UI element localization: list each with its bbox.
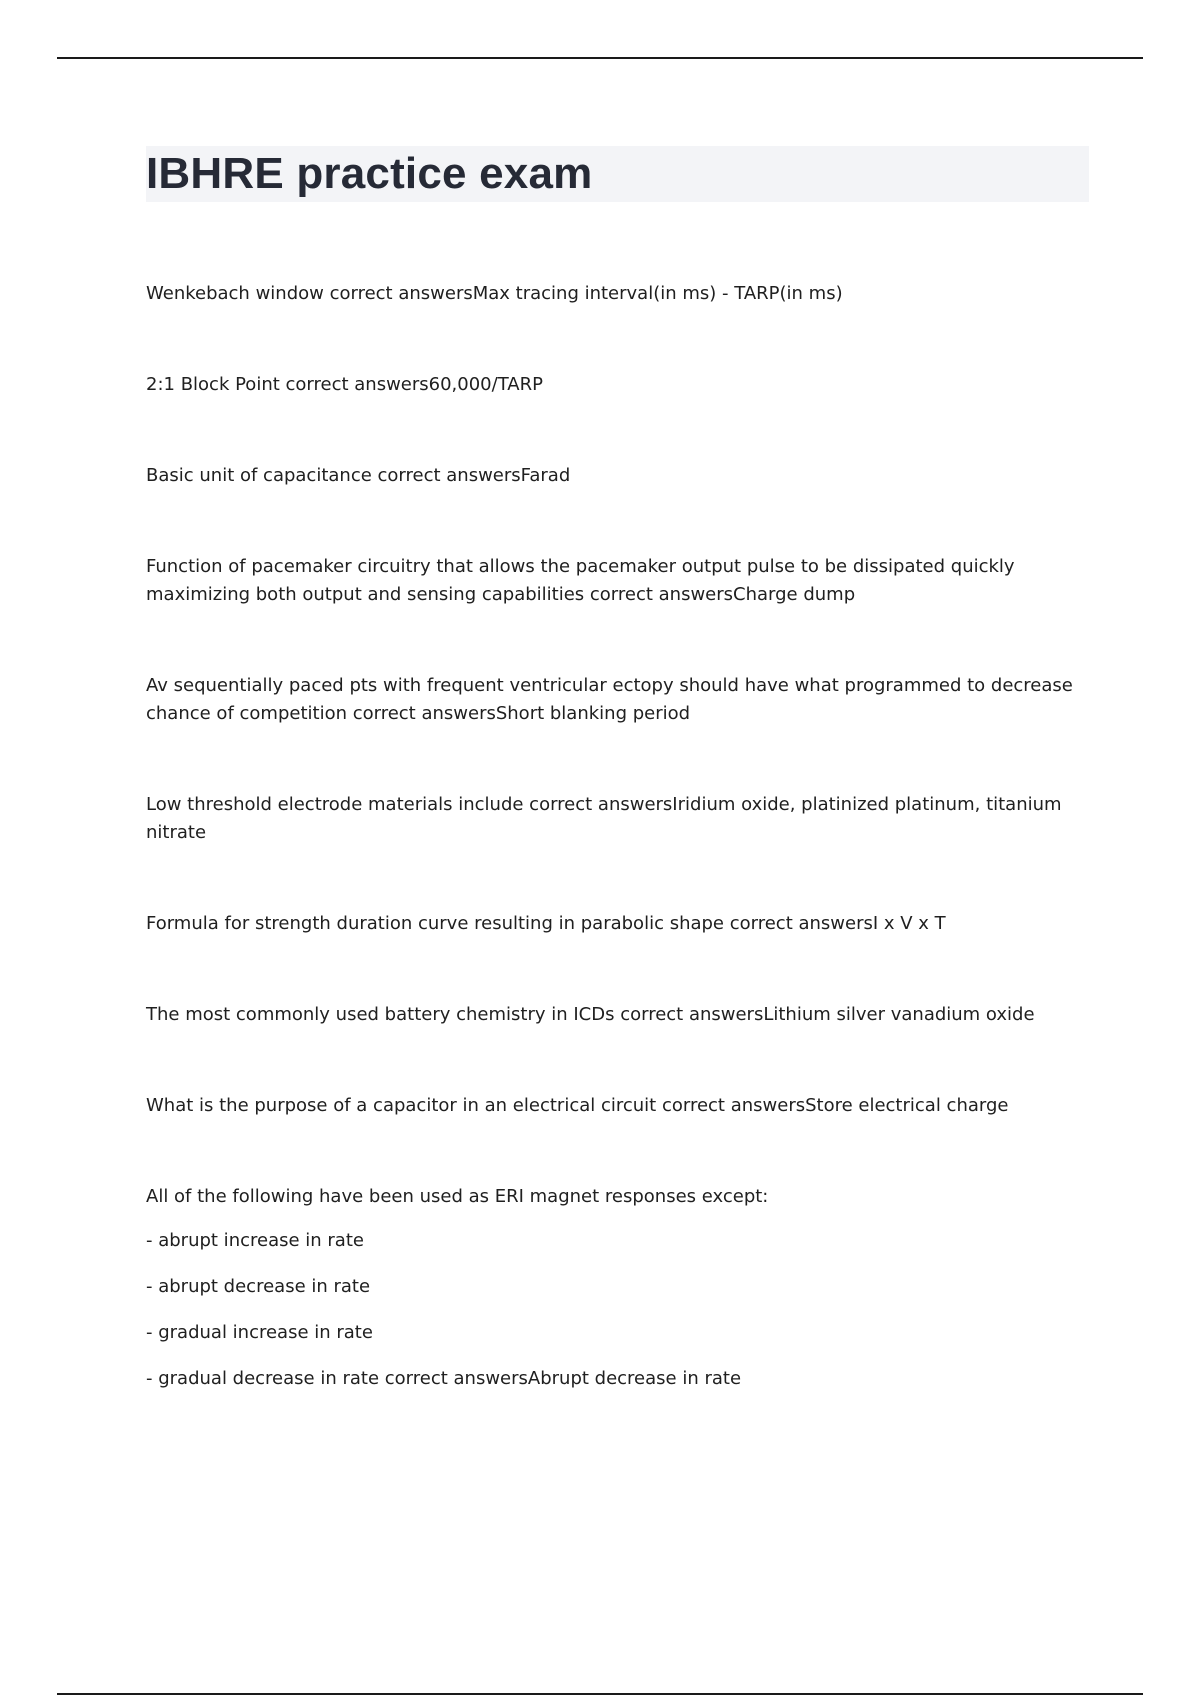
qa-entry-capacitance: Basic unit of capacitance correct answersFarad (146, 465, 571, 486)
qa-question: All of the following have been used as ERI magnet responses except: (146, 1186, 769, 1207)
document-body (146, 280, 1086, 1393)
qa-entry-wenkebach: Wenkebach window correct answersMax tracing interval(in ms) - TARP(in ms) (146, 283, 843, 304)
qa-entry-electrode-materials: Low threshold electrode materials include correct answersIridium oxide, platinized platinum, titanium nitrate (146, 794, 1062, 843)
qa-entry-blanking-period: Av sequentially paced pts with frequent ventricular ectopy should have what programmed to decrease chance of competition correct answersShort blanking period (146, 675, 1073, 724)
bottom-rule (57, 1693, 1143, 1695)
qa-option: - gradual increase in rate (146, 1322, 373, 1343)
qa-option: - abrupt decrease in rate (146, 1276, 371, 1297)
document-title: IBHRE practice exam (146, 149, 593, 198)
qa-option: - gradual decrease in rate correct answersAbrupt decrease in rate (146, 1368, 742, 1389)
qa-entry-charge-dump: Function of pacemaker circuitry that allows the pacemaker output pulse to be dissipated quickly maximizing both output and sensing capabilities correct answersCharge dump (146, 556, 1015, 605)
qa-entry-battery-chemistry: The most commonly used battery chemistry in ICDs correct answersLithium silver vanadium oxide (146, 1004, 1035, 1025)
qa-option: - abrupt increase in rate (146, 1230, 364, 1251)
top-rule (57, 57, 1143, 59)
qa-entry-eri-magnet (146, 1183, 1086, 1393)
qa-entry-capacitor-purpose: What is the purpose of a capacitor in an electrical circuit correct answersStore electrical charge (146, 1095, 1009, 1116)
qa-entry-block-point: 2:1 Block Point correct answers60,000/TARP (146, 374, 543, 395)
qa-entry-strength-duration: Formula for strength duration curve resulting in parabolic shape correct answersI x V x T (146, 913, 946, 934)
